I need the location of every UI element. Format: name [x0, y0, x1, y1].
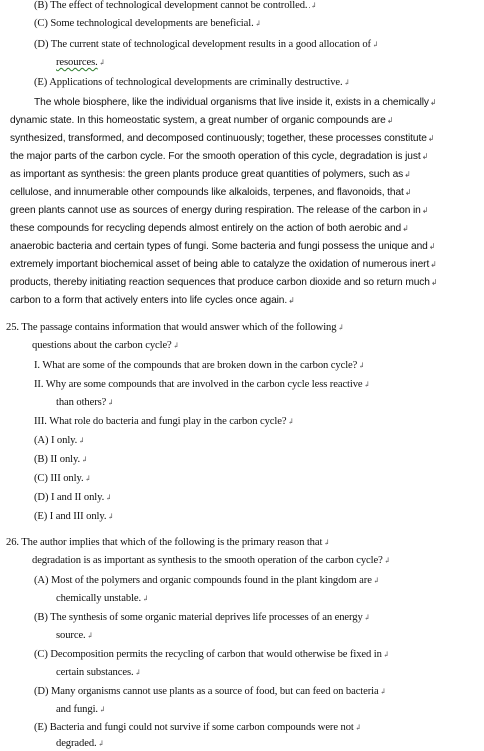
question-26-option-a-cont: chemically unstable.↲: [56, 593, 149, 604]
question-26-option-b: (B) The synthesis of some organic material deprives life processes of an energy↲: [34, 612, 371, 623]
passage-line: The whole biosphere, like the individual organisms that live inside it, exists in a chemically↲: [34, 97, 437, 108]
question-26-option-e-cont: degraded.↲: [56, 738, 105, 749]
passage-line: products, thereby initiating reaction sequences that produce carbon dioxide and so return much↲: [10, 277, 438, 288]
passage-line: green plants cannot use as sources of energy during respiration. The release of the carbon in↲: [10, 205, 429, 216]
question-25-roman-ii-cont: than others?↲: [56, 397, 114, 408]
passage-line: synthesized, transformed, and decomposed continuously; together, these processes constitute↲: [10, 133, 435, 144]
question-25-stem-cont: questions about the carbon cycle?↲: [32, 340, 180, 351]
passage-line: the major parts of the carbon cycle. For the smooth operation of this cycle, degradation is just↲: [10, 151, 429, 162]
question-25-roman-ii: II. Why are some compounds that are involved in the carbon cycle less reactive↲: [34, 379, 371, 390]
question-25-roman-i: I. What are some of the compounds that are broken down in the carbon cycle?↲: [34, 360, 365, 371]
passage-line: anaerobic bacteria and certain types of fungi. Some bacteria and fungi possess the unique and↲: [10, 241, 436, 252]
passage-line: extremely important biochemical asset of being able to catalyze the oxidation of numerous inert↲: [10, 259, 437, 270]
passage-line: dynamic state. In this homeostatic system, a great number of organic compounds are↲: [10, 115, 394, 126]
question-25-option-e: (E) I and III only.↲: [34, 511, 115, 522]
passage-line: these compounds for recycling depends almost entirely on the action of both aerobic and↲: [10, 223, 409, 234]
q24-option-b: (B) The effect of technological development cannot be controlled..↲: [34, 0, 317, 11]
question-26-option-d: (D) Many organisms cannot use plants as a source of food, but can feed on bacteria↲: [34, 686, 387, 697]
passage-line: cellulose, and innumerable other compounds like alkaloids, terpenes, and flavonoids, that↲: [10, 187, 412, 198]
question-26-option-e: (E) Bacteria and fungi could not survive if some carbon compounds were not↲: [34, 722, 362, 733]
q24-option-e: (E) Applications of technological developments are criminally destructive.↲: [34, 77, 351, 88]
passage-line: carbon to a form that actively enters into life cycles once again.↲: [10, 295, 295, 306]
question-25-roman-iii: III. What role do bacteria and fungi play in the carbon cycle?↲: [34, 416, 295, 427]
question-25-stem: 25. The passage contains information that would answer which of the following↲: [6, 322, 345, 333]
passage-line: as important as synthesis: the green plants produce great quantities of polymers, such as↲: [10, 169, 411, 180]
q24-option-d: (D) The current state of technological development results in a good allocation of↲: [34, 39, 379, 50]
question-26-option-c-cont: certain substances.↲: [56, 667, 142, 678]
question-26-option-d-cont: and fungi.↲: [56, 704, 106, 715]
q24-option-c: (C) Some technological developments are beneficial.↲: [34, 18, 262, 29]
question-26-option-c: (C) Decomposition permits the recycling of carbon that would otherwise be fixed in↲: [34, 649, 390, 660]
question-26-stem-cont: degradation is as important as synthesis to the smooth operation of the carbon cycle?↲: [32, 555, 391, 566]
q24-option-d-cont: resources.↲: [56, 57, 106, 68]
question-25-option-b: (B) II only.↲: [34, 454, 88, 465]
question-26-option-b-cont: source.↲: [56, 630, 94, 641]
question-26-option-a: (A) Most of the polymers and organic compounds found in the plant kingdom are↲: [34, 575, 380, 586]
question-25-option-c: (C) III only.↲: [34, 473, 92, 484]
question-25-option-d: (D) I and II only.↲: [34, 492, 112, 503]
question-26-stem: 26. The author implies that which of the following is the primary reason that↲: [6, 537, 330, 548]
question-25-option-a: (A) I only.↲: [34, 435, 85, 446]
